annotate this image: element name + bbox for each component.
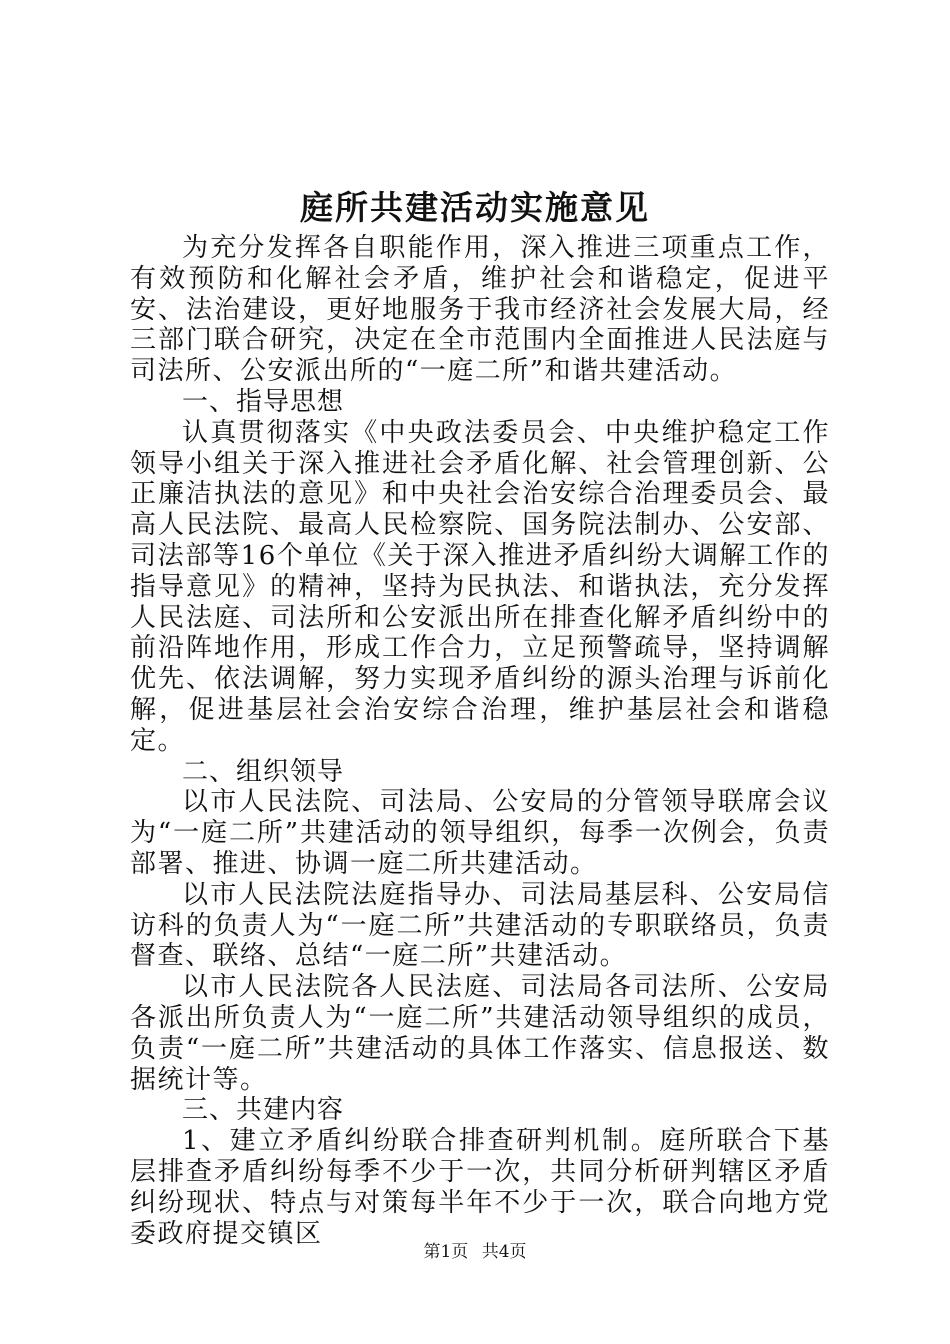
content-paragraph-1: 1、建立矛盾纠纷联合排查研判机制。庭所联合下基层排查矛盾纠纷每季不少于一次，共同分析研判辖区矛盾纠纷现状、特点与对策每半年不少于一次，联合向地方党委政府提交镇区 xyxy=(130,1126,830,1249)
section-heading-guiding-ideology: 一、指导思想 xyxy=(182,386,345,417)
organization-paragraph-2: 以市人民法院法庭指导办、司法局基层科、公安局信访科的负责人为“一庭二所”共建活动的专职联络员，负责督查、联络、总结“一庭二所”共建活动。 xyxy=(130,879,830,972)
document-title: 庭所共建活动实施意见 xyxy=(300,188,650,227)
page-footer xyxy=(0,1240,950,1264)
guiding-ideology-paragraph: 认真贯彻落实《中央政法委员会、中央维护稳定工作领导小组关于深入推进社会矛盾化解、社会管理创新、公正廉洁执法的意见》和中央社会治安综合治理委员会、最高人民法院、最高人民检察院、国务院法制办、公安部、司法部等16个单位《关于深入推进矛盾纠纷大调解工作的指导意见》的精神，坚持为民执法、和谐执法，充分发挥人民法庭、司法所和公安派出所在排查化解矛盾纠纷中的前沿阵地作用，形成工作合力，立足预警疏导，坚持调解优先、依法调解，努力实现矛盾纠纷的源头治理与诉前化解，促进基层社会治安综合治理，维护基层社会和谐稳定。 xyxy=(130,417,830,756)
intro-paragraph: 为充分发挥各自职能作用，深入推进三项重点工作，有效预防和化解社会矛盾，维护社会和谐稳定，促进平安、法治建设，更好地服务于我市经济社会发展大局，经三部门联合研究，决定在全市范围内全面推进人民法庭与司法所、公安派出所的“一庭二所”和谐共建活动。 xyxy=(130,233,830,387)
page-total: 共4页 xyxy=(481,1242,527,1262)
organization-paragraph-3: 以市人民法院各人民法庭、司法局各司法所、公安局各派出所负责人为“一庭二所”共建活动领导组织的成员，负责“一庭二所”共建活动的具体工作落实、信息报送、数据统计等。 xyxy=(130,972,830,1095)
document-body xyxy=(130,233,830,1249)
section-heading-organization: 二、组织领导 xyxy=(182,756,345,787)
section-heading-content: 三、共建内容 xyxy=(182,1095,345,1126)
page-number: 第1页 xyxy=(423,1242,469,1262)
organization-paragraph-1: 以市人民法院、司法局、公安局的分管领导联席会议为“一庭二所”共建活动的领导组织，每季一次例会，负责部署、推进、协调一庭二所共建活动。 xyxy=(130,787,830,879)
